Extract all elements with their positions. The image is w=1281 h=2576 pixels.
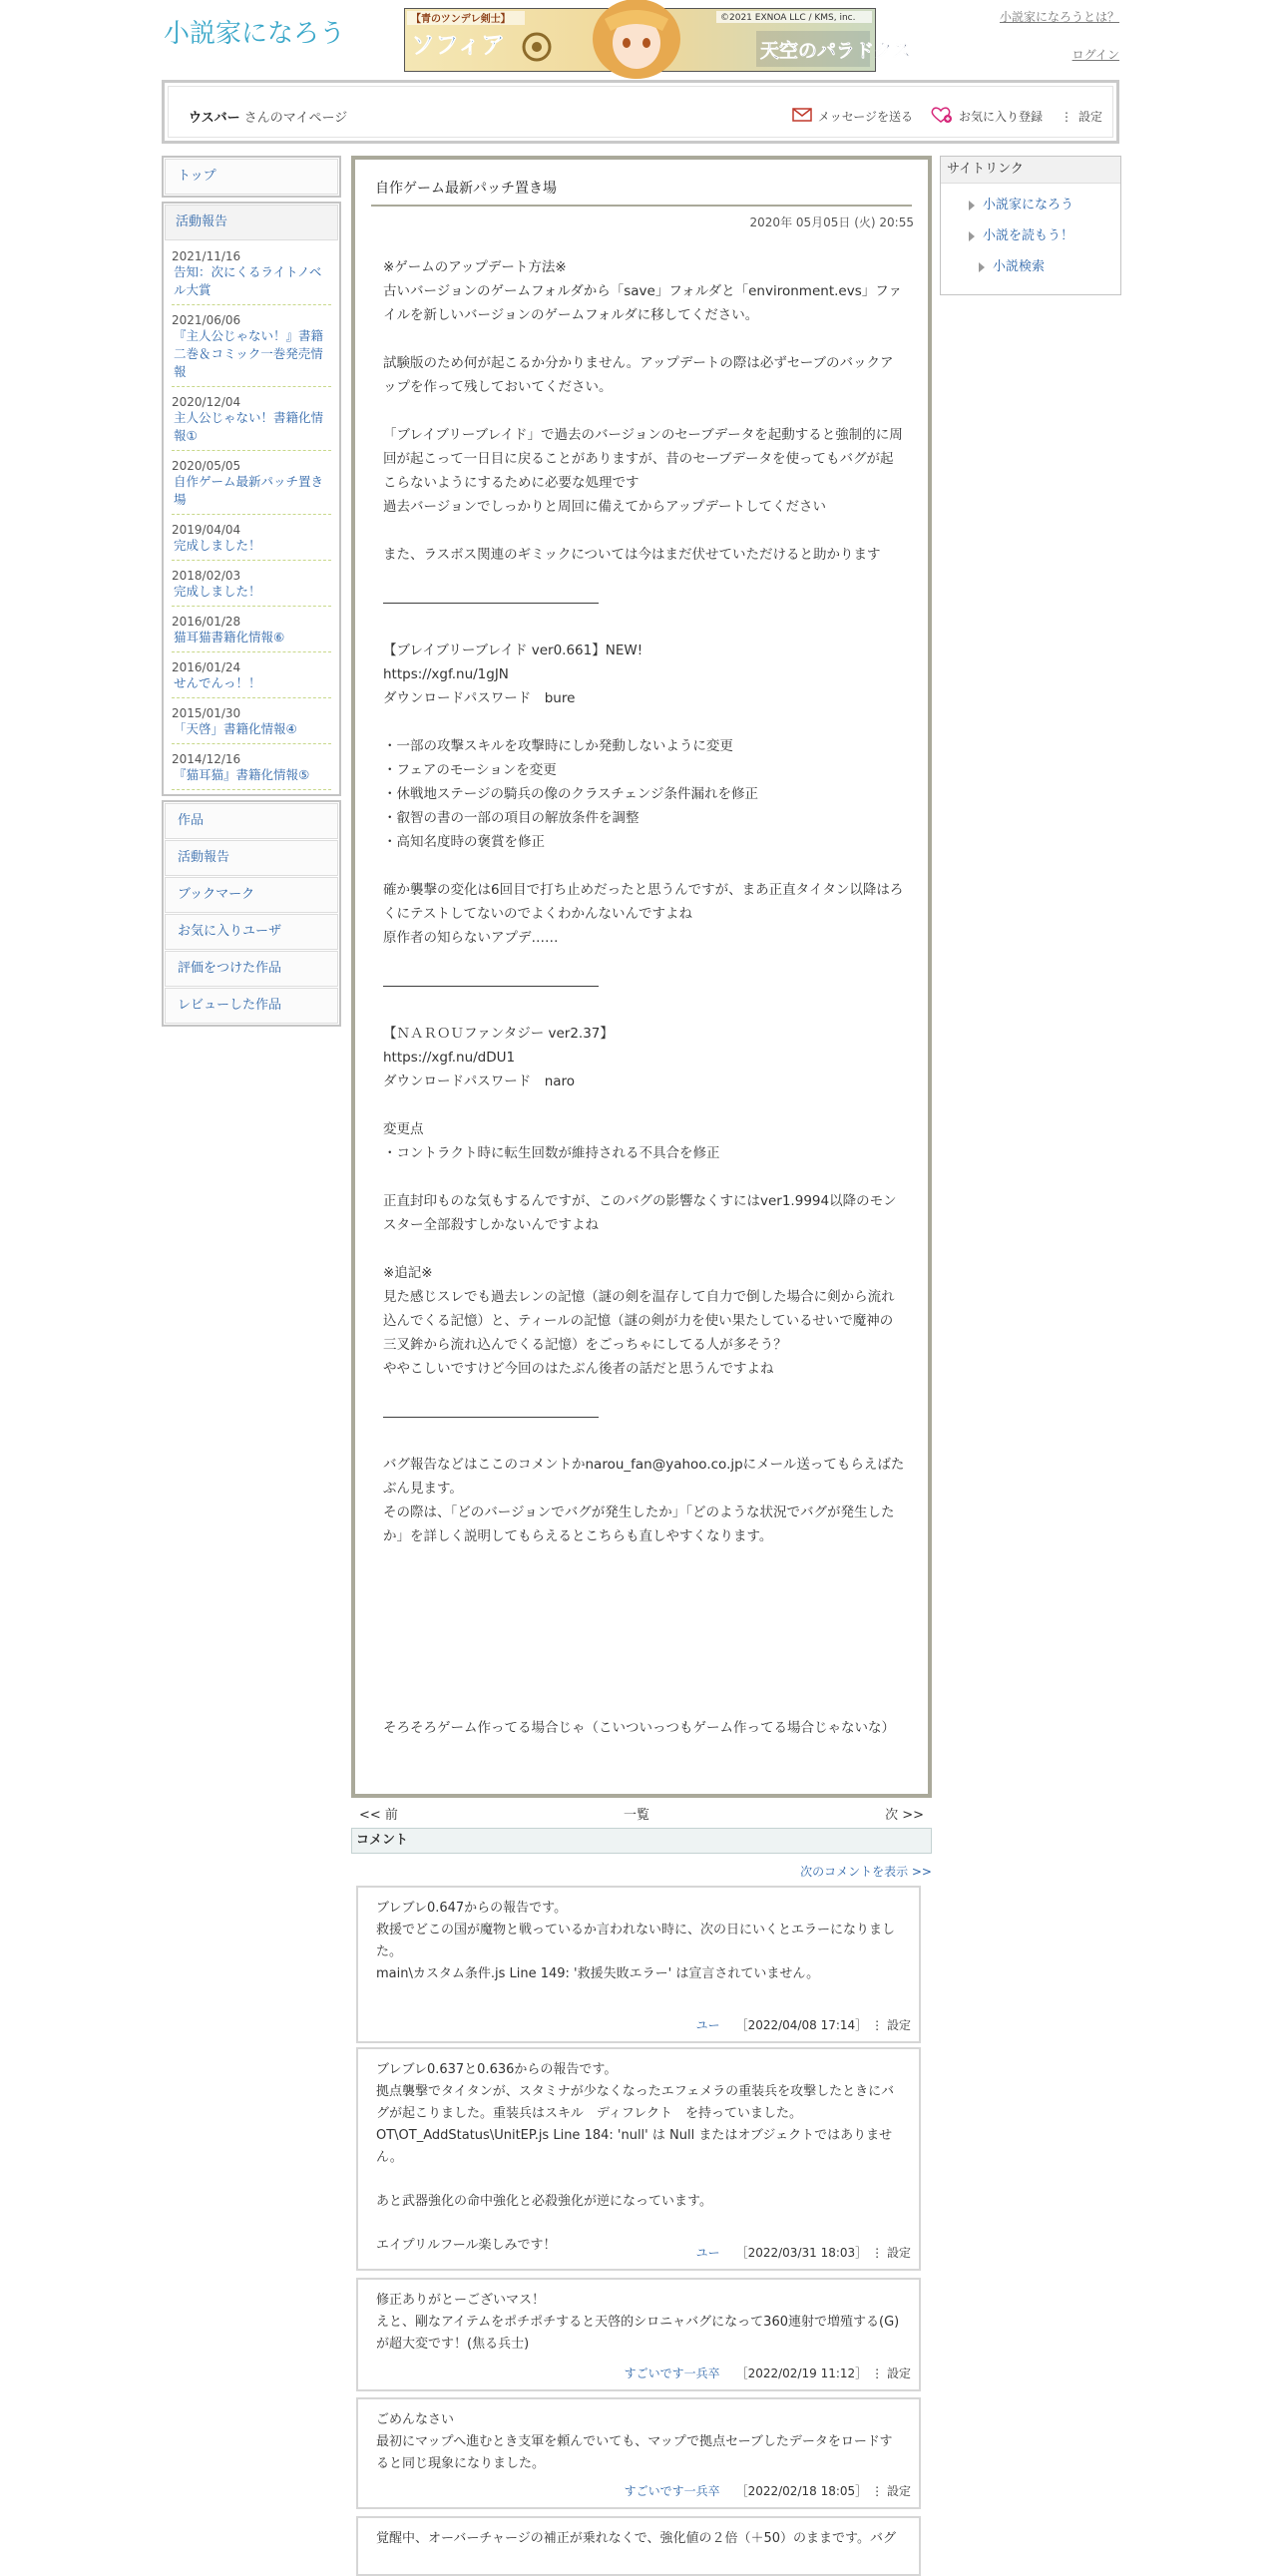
activity-date: 2014/12/16: [172, 752, 241, 766]
next-comments-link[interactable]: 次のコメントを表示 >>: [800, 1865, 932, 1879]
add-favorite-button[interactable]: お気に入り登録: [931, 107, 1043, 126]
site-link-yomou[interactable]: 小説を読もう！: [955, 224, 1120, 243]
article-title: 自作ゲーム最新パッチ置き場: [375, 181, 557, 197]
article-paragraph: ――――――――――――――――: [383, 1409, 599, 1425]
left-sidebar: [162, 156, 341, 1027]
article-paragraph: ・一部の攻撃スキルを攻撃時にしか発動しないように変更 ・フェアのモーションを変更 ・休戦地ステージの騎兵の像のクラスチェンジ条件漏れを修正 ・叡智の書の一部の項目の解放条件を調整 ・高知名度時の褒賞を修正: [383, 738, 759, 850]
about-link[interactable]: 小説家になろうとは？: [999, 10, 1119, 24]
site-link-search[interactable]: 小説検索: [955, 255, 1120, 274]
activity-date: 2021/06/06: [172, 313, 241, 327]
article-paragraph: 正直封印ものな気もするんですが、このバグの影響なくすにはver1.9994以降のモンスター全部殺すしかないんですよね: [383, 1193, 897, 1233]
article-paragraph: バグ報告などはここのコメントかnarou_fan@yahoo.co.jpにメール送ってもらえばたぶん見ます。 その際は、「どのバージョンでバグが発生したか」「どのような状況でバグが発生したか」を詳しく説明してもらえるとこちらも直しやすくなります。: [383, 1457, 905, 1544]
comment-card: [356, 2397, 921, 2509]
heart-plus-icon: [931, 107, 953, 126]
activity-title-link[interactable]: 自作ゲーム最新パッチ置き場: [174, 474, 324, 507]
activity-title-link[interactable]: 告知：次にくるライトノベル大賞: [174, 264, 322, 297]
site-logo[interactable]: [162, 12, 346, 52]
comment-text: ごめんなさい 最初にマップへ進むとき支軍を頼んでいても、マップで拠点セーブしたデータをロードすると同じ現象になりました。: [376, 2412, 893, 2471]
comment-text: 修正ありがとーございマス！ えと、剛なアイテムをポチポチすると天啓的シロニャバグになって360連射で増殖する(G)が超大変です！(焦る兵士): [376, 2293, 900, 2352]
next-link[interactable]: 次 >>: [885, 1808, 924, 1823]
activity-title-link[interactable]: 完成しました！: [174, 538, 261, 553]
comment-footer: [696, 2244, 911, 2261]
banner-game-title: 天空のパラドクス: [760, 40, 912, 62]
sidebar-menu-bookmark[interactable]: ブックマーク: [165, 877, 338, 913]
mypage-owner: [189, 107, 347, 126]
mypage-userbar: [162, 80, 1119, 144]
article-paragraph: 【ブレイブリーブレイド ver0.661】NEW! https://xgf.nu/1gJN ダウンロードパスワード bure: [383, 643, 643, 706]
article-paragraph: 「ブレイブリーブレイド」で過去のバージョンのセーブデータを起動すると強制的に周回が起こって一日目に戻ることがありますが、昔のセーブデータを使ってもバグが起こらないようにするために必要な処理です 過去バージョンでしっかりと周回に備えてからアップデートしてください: [383, 427, 903, 515]
activity-item: [172, 451, 331, 515]
main-content: [351, 156, 932, 1798]
activity-item: [172, 515, 331, 561]
activity-title-link[interactable]: せんでんっ！！: [174, 675, 261, 690]
activity-title-link[interactable]: 『主人公じゃない！』書籍二巻＆コミック一巻発売情報: [174, 328, 324, 379]
comment-settings-button[interactable]: [871, 2366, 911, 2380]
activity-report-article: [351, 156, 932, 1798]
article-paragraph: 試験版のため何が起こるか分かりません。アップデートの際は必ずセーブのバックアップを作って残しておいてください。: [383, 355, 894, 395]
activity-item: [172, 561, 331, 607]
sidebar-menu-rated-works[interactable]: 評価をつけた作品: [165, 951, 338, 987]
activity-item: [172, 305, 331, 387]
activity-title-link[interactable]: 完成しました！: [174, 584, 261, 599]
comment-author-link[interactable]: ユー: [695, 2246, 720, 2260]
article-paragraph: ――――――――――――――――: [383, 978, 599, 994]
article-date: 2020年 05月05日 (火) 20:55: [749, 215, 914, 229]
article-paragraph: 確か襲撃の変化は6回目で打ち止めだったと思うんですが、まあ正直タイタン以降はろくにテストしてないのでよくわかんないんですよね 原作者の知らないアプデ……: [383, 882, 904, 946]
activity-head-link[interactable]: 活動報告: [165, 205, 338, 240]
activity-date: 2016/01/24: [172, 660, 241, 674]
username: ウスバー: [189, 111, 240, 126]
comment-settings-button[interactable]: [871, 2246, 911, 2260]
article-paragraph: ※追記※ 見た感じスレでも過去レンの記憶（謎の剣を温存して自力で倒した場合に剣から流れ込んでくる記憶）と、ティールの記憶（謎の剣が力を使い果たしているせいで魔神の三叉鉾から流れ込んでくる記憶）をごっちゃにしてる人が多そう？ ややこしいですけど今回のはたぶん後者の話だと思うんですよね: [383, 1265, 895, 1377]
activity-title-link[interactable]: 主人公じゃない！書籍化情報①: [174, 410, 324, 443]
site-link-narou[interactable]: 小説家になろう: [955, 194, 1120, 213]
kebab-icon: ⋮: [871, 2484, 887, 2498]
sidebar-menu-reviewed-works[interactable]: レビューした作品: [165, 988, 338, 1024]
comment-settings-label: 設定: [886, 2484, 911, 2498]
activity-date: 2018/02/03: [172, 569, 241, 583]
kebab-icon: ⋮: [1060, 109, 1072, 124]
comment-settings-button[interactable]: [871, 2018, 911, 2032]
comment-settings-label: 設定: [886, 2018, 911, 2032]
prev-link[interactable]: << 前: [359, 1808, 398, 1823]
article-body: [383, 255, 906, 1764]
sidebar-menu-favorite-users[interactable]: お気に入りユーザ: [165, 914, 338, 950]
banner-character-name: ソフィア: [411, 31, 506, 59]
article-paragraph: ※ゲームのアップデート方法※ 古いバージョンのゲームフォルダから「save」フォルダと「environment.evs」ファイルを新しいバージョンのゲームフォルダに移してください。: [383, 259, 902, 323]
comment-author-link[interactable]: ユー: [695, 2018, 720, 2032]
comments-heading: コメント: [351, 1828, 932, 1854]
comment-footer: [696, 2016, 911, 2033]
comment-date: ［2022/03/31 18:03］: [735, 2246, 868, 2260]
activity-date: 2020/05/05: [172, 459, 241, 473]
activity-title-link[interactable]: 『猫耳猫』書籍化情報⑤: [174, 767, 310, 782]
comment-settings-button[interactable]: [871, 2484, 911, 2498]
comment-card: [356, 2278, 921, 2391]
activity-date: 2016/01/28: [172, 615, 241, 629]
activity-item: [172, 744, 331, 790]
envelope-icon: [792, 108, 812, 125]
triangle-right-icon: [969, 201, 975, 211]
comment-card: [356, 2047, 921, 2271]
activity-item: [172, 607, 331, 652]
article-paragraph: 変更点 ・コントラクト時に転生回数が維持される不具合を修正: [383, 1121, 720, 1161]
comment-settings-label: 設定: [886, 2366, 911, 2380]
comment-settings-label: 設定: [886, 2246, 911, 2260]
article-paragraph: そろそろゲーム作ってる場合じゃ（こいついっつもゲーム作ってる場合じゃないな）: [383, 1720, 895, 1736]
comment-date: ［2022/02/19 11:12］: [735, 2366, 868, 2380]
list-link[interactable]: 一覧: [624, 1808, 650, 1823]
comment-card: [356, 2516, 921, 2576]
title-divider: [371, 205, 912, 207]
triangle-right-icon: [969, 231, 975, 241]
triangle-right-icon: [979, 262, 985, 272]
kebab-icon: ⋮: [871, 2246, 887, 2260]
activity-title-link[interactable]: 猫耳猫書籍化情報⑥: [174, 630, 285, 644]
comment-text: 覚醒中、オーバーチャージの補正が乗れなくで、強化値の２倍（＋50）のままです。バグ: [376, 2531, 896, 2546]
activity-item: [172, 698, 331, 744]
activity-date: 2020/12/04: [172, 395, 241, 409]
comment-text: ブレブレ0.647からの報告です。 救援でどこの国が魔物と戦っているか言われない時に、次の日にいくとエラーになりました。 main\カスタム条件.js Line 149: '救援失敗エラー' は宣言されていません。: [376, 1901, 896, 1981]
comment-date: ［2022/02/18 18:05］: [735, 2484, 868, 2498]
article-paragraph: また、ラスボス関連のギミックについては今はまだ伏せていただけると助かります: [383, 547, 881, 563]
site-links-box: [940, 156, 1121, 295]
activity-item: [172, 387, 331, 451]
activity-date: 2019/04/04: [172, 523, 241, 537]
kebab-icon: ⋮: [871, 2018, 887, 2032]
mypage-suffix: さんのマイページ: [243, 111, 348, 126]
settings-button[interactable]: ⋮ 設定: [1060, 109, 1102, 124]
banner-copyright: ©2021 EXNOA LLC / KMS, inc.: [720, 13, 856, 23]
comment-author-link[interactable]: すごいです一兵卒: [624, 2484, 720, 2498]
activity-title-link[interactable]: 「天啓」書籍化情報④: [174, 721, 297, 736]
activity-item: [172, 241, 331, 305]
article-paragraph: 【ＮＡＲＯＵファンタジー ver2.37】 https://xgf.nu/dDU1 ダウンロードパスワード naro: [383, 1026, 614, 1089]
ad-banner[interactable]: [404, 8, 912, 72]
profile-menu: [162, 800, 341, 1027]
logo-text: 小説家になろう: [164, 19, 346, 49]
activity-date: 2015/01/30: [172, 706, 241, 720]
comment-text: ブレブレ0.637と0.636からの報告です。 拠点襲撃でタイタンが、スタミナが少なくなったエフェメラの重装兵を攻撃したときにバグが起こりました。重装兵はスキル ディフレクト を持っていました。 OT\OT_AddStatus\UnitEP.js Line 184: 'null' は Null またはオブジェクトではありません。 あと武器強化の命中強化と必殺強化が逆になっています。 エイプリルフール楽しみです！: [376, 2062, 895, 2253]
activity-date: 2021/11/16: [172, 249, 241, 263]
sidebar-menu-works[interactable]: 作品: [165, 803, 338, 839]
activity-list-box: [162, 202, 341, 796]
activity-item: [172, 652, 331, 698]
send-message-button[interactable]: メッセージを送る: [792, 108, 913, 125]
site-links-heading: サイトリンク: [941, 157, 1120, 184]
sidebar-menu-activity[interactable]: 活動報告: [165, 840, 338, 876]
login-link[interactable]: ログイン: [1071, 48, 1119, 62]
article-paragraph: ――――――――――――――――: [383, 595, 599, 611]
comment-footer: [625, 2364, 911, 2381]
sidebar-top-link[interactable]: トップ: [165, 159, 338, 195]
comment-footer: [625, 2482, 911, 2499]
comment-card: [356, 1886, 921, 2043]
article-paragraph: [383, 1572, 906, 1692]
kebab-icon: ⋮: [871, 2366, 887, 2380]
banner-tag: 【青のツンデレ剣士】: [411, 14, 511, 25]
comment-date: ［2022/04/08 17:14］: [735, 2018, 868, 2032]
comment-author-link[interactable]: すごいです一兵卒: [624, 2366, 720, 2380]
